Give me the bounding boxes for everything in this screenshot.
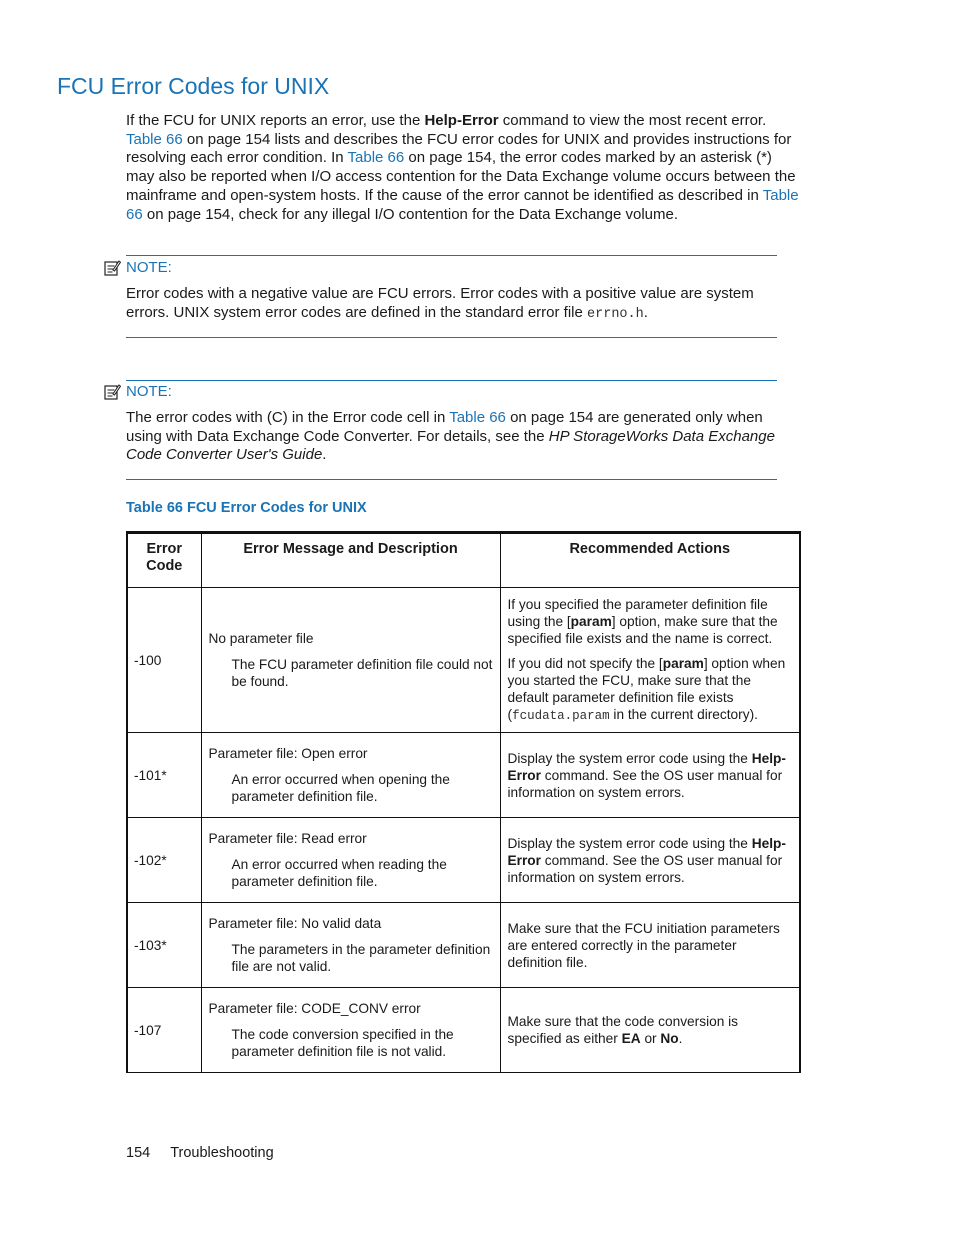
table-66-link[interactable]: Table 66: [347, 149, 405, 167]
table-row: [127, 733, 800, 818]
note-header: [104, 383, 172, 400]
error-message-title: No parameter file: [208, 631, 314, 646]
note-divider: [126, 380, 777, 381]
table-row: [127, 588, 800, 733]
action-cell: [500, 733, 800, 818]
errno-filename: errno.h: [587, 306, 644, 322]
table-66-link[interactable]: Table 66: [126, 186, 799, 223]
error-description: The parameters in the parameter definition file are not valid.: [231, 942, 491, 974]
message-cell: [201, 588, 500, 733]
note-text: Error codes with a negative value are FCU errors. Error codes with a positive value are system errors. UNIX system error codes are defined in the standard error file: [126, 285, 754, 321]
action-text: Display the system error code using the Help-Error command. See the OS user manual for information on system errors.: [507, 835, 786, 885]
note-label: NOTE:: [126, 383, 172, 400]
message-cell: [201, 988, 500, 1073]
error-message-title: Parameter file: Open error: [208, 746, 368, 761]
note-label: NOTE:: [126, 259, 172, 276]
guide-title: HP StorageWorks Data Exchange Code Converter User's Guide: [126, 427, 775, 464]
note-header: [104, 259, 172, 276]
help-error-command: Help-Error: [424, 112, 499, 129]
table-header-row: [127, 533, 800, 588]
note-text: .: [643, 303, 648, 321]
note-text: on page 154 are generated only when using with Data Exchange Code Converter. For details, see the: [126, 409, 763, 445]
error-description: An error occurred when reading the parameter definition file.: [231, 857, 447, 889]
note-body: [126, 285, 786, 324]
action-text: Make sure that the FCU initiation parameters are entered correctly in the parameter definition file.: [507, 920, 780, 970]
header-error-code: Error Code: [127, 533, 201, 588]
message-cell: [201, 733, 500, 818]
error-message-title: Parameter file: No valid data: [208, 916, 382, 931]
intro-text: on page 154 lists and describes the FCU error codes for UNIX and provides instructions for resolving each error condition. In: [126, 130, 792, 167]
header-actions: Recommended Actions: [500, 533, 800, 588]
header-message: Error Message and Description: [201, 533, 500, 588]
page-number: 154: [126, 1145, 151, 1161]
action-cell: [500, 818, 800, 903]
intro-text: If the FCU for UNIX reports an error, use the: [126, 112, 425, 129]
page-footer: [126, 1145, 274, 1161]
action-cell: [500, 903, 800, 988]
action-text: If you did not specify the [param] option when you started the FCU, make sure that the default parameter definition file exists (fcudata.param in the current directory).: [507, 655, 786, 723]
default-param-filename: fcudata.param: [512, 708, 610, 723]
note-text: .: [322, 446, 327, 464]
table-row: [127, 903, 800, 988]
error-code-cell: -102*: [127, 818, 201, 903]
note-body: [126, 409, 786, 465]
note-divider: [126, 479, 777, 480]
intro-text: command to view the most recent error.: [498, 112, 767, 129]
error-code-cell: -101*: [127, 733, 201, 818]
note-icon: [104, 384, 121, 400]
action-cell: [500, 588, 800, 733]
error-description: The FCU parameter definition file could not be found.: [231, 657, 493, 689]
page-title: FCU Error Codes for UNIX: [57, 73, 330, 99]
message-cell: [201, 818, 500, 903]
intro-text: on page 154, check for any illegal I/O contention for the Data Exchange volume.: [142, 205, 679, 223]
action-text: Display the system error code using the Help-Error command. See the OS user manual for information on system errors.: [507, 750, 786, 800]
note-divider: [126, 255, 777, 256]
note-icon: [104, 260, 121, 276]
table-66-link[interactable]: Table 66: [449, 409, 506, 426]
error-description: An error occurred when opening the parameter definition file.: [231, 772, 450, 804]
table-row: [127, 988, 800, 1073]
action-text: Make sure that the code conversion is specified as either EA or No.: [507, 1014, 739, 1046]
action-cell: [500, 988, 800, 1073]
error-message-title: Parameter file: CODE_CONV error: [208, 1001, 421, 1016]
intro-text: on page 154, the error codes marked by an asterisk (*) may also be reported when I/O access contention for the Data Exchange volume occurs between the mainframe and open-system hosts. If the cause of the error cannot be identified as described in: [126, 149, 796, 204]
table-caption: Table 66 FCU Error Codes for UNIX: [126, 500, 367, 516]
error-code-cell: -103*: [127, 903, 201, 988]
error-description: The code conversion specified in the parameter definition file is not valid.: [231, 1027, 454, 1059]
error-message-title: Parameter file: Read error: [208, 831, 367, 846]
table-66-link[interactable]: Table 66: [126, 130, 183, 148]
intro-paragraph: [126, 112, 802, 224]
table-row: [127, 818, 800, 903]
error-code-cell: -100: [127, 588, 201, 733]
footer-section: Troubleshooting: [170, 1145, 274, 1161]
note-text: The error codes with (C) in the Error code cell in: [126, 409, 450, 426]
note-divider: [126, 337, 777, 338]
error-codes-table: [126, 531, 801, 1073]
message-cell: [201, 903, 500, 988]
error-code-cell: -107: [127, 988, 201, 1073]
action-text: If you specified the parameter definition file using the [param] option, make sure that the specified file exists and the name is correct.: [507, 596, 778, 646]
